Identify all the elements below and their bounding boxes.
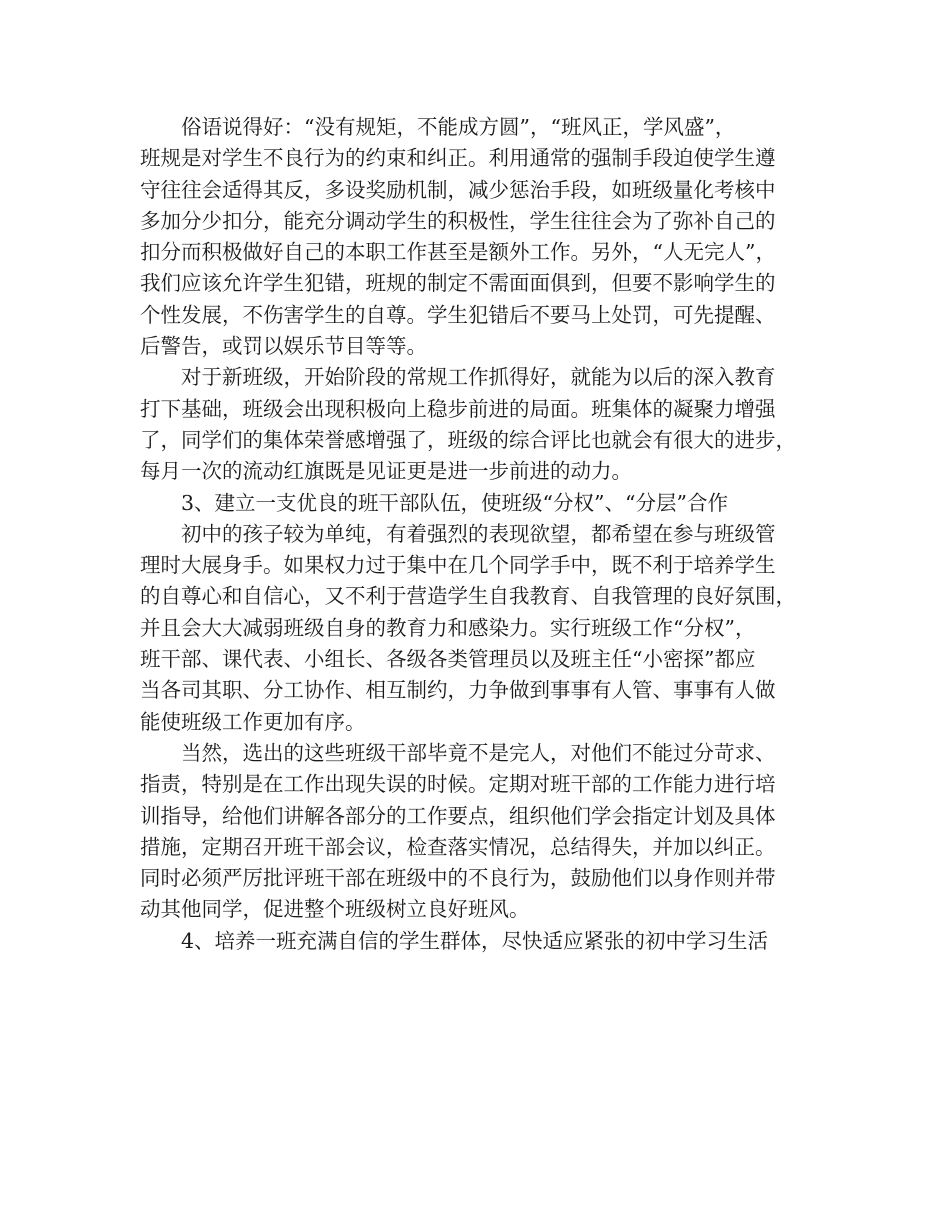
text-line: 后警告，或罚以娱乐节目等等。	[140, 334, 427, 359]
text-line: 指责，特别是在工作出现失误的时候。定期对班干部的工作能力进行培	[140, 772, 776, 797]
text-line: 守往往会适得其反，多设奖励机制，减少惩治手段，如班级量化考核中	[140, 177, 776, 202]
body-text	[140, 112, 815, 957]
text-line: 措施，定期召开班干部会议，检查落实情况，总结得失，并加以纠正。	[140, 834, 776, 859]
text-line: 并且会大大减弱班级自身的教育力和感染力。实行班级工作“分权”，	[140, 615, 756, 640]
text-line: 扣分而积极做好自己的本职工作甚至是额外工作。另外，“人无完人”，	[140, 240, 776, 265]
text-line: 每月一次的流动红旗既是见证更是进一步前进的动力。	[140, 459, 632, 484]
text-line: 的自尊心和自信心，又不利于营造学生自我教育、自我管理的良好氛围，	[140, 584, 796, 609]
text-line: 初中的孩子较为单纯，有着强烈的表现欲望，都希望在参与班级管	[181, 521, 776, 546]
text-line: 了，同学们的集体荣誉感增强了，班级的综合评比也就会有很大的进步，	[140, 427, 796, 452]
text-line: 4、培养一班充满自信的学生群体，尽快适应紧张的初中学习生活	[181, 928, 769, 953]
text-line: 对于新班级，开始阶段的常规工作抓得好，就能为以后的深入教育	[181, 365, 776, 390]
text-line: 俗语说得好：“没有规矩，不能成方圆”，“班风正，学风盛”，	[181, 115, 736, 139]
text-line: 班规是对学生不良行为的约束和纠正。利用通常的强制手段迫使学生遵	[140, 146, 776, 171]
text-line: 理时大展身手。如果权力过于集中在几个同学手中，既不利于培养学生	[140, 553, 776, 578]
text-line: 3、建立一支优良的班干部队伍，使班级“分权”、“分层”合作	[181, 490, 728, 515]
text-line: 能使班级工作更加有序。	[140, 709, 366, 734]
text-line: 班干部、课代表、小组长、各级各类管理员以及班主任“小密探”都应	[140, 647, 756, 672]
text-line: 多加分少扣分，能充分调动学生的积极性，学生往往会为了弥补自己的	[140, 208, 776, 233]
text-line: 同时必须严厉批评班干部在班级中的不良行为，鼓励他们以身作则并带	[140, 866, 776, 891]
text-line: 训指导，给他们讲解各部分的工作要点，组织他们学会指定计划及具体	[140, 803, 776, 828]
text-line: 个性发展，不伤害学生的自尊。学生犯错后不要马上处罚，可先提醒、	[140, 302, 776, 327]
text-line: 动其他同学，促进整个班级树立良好班风。	[140, 897, 530, 922]
text-line: 打下基础，班级会出现积极向上稳步前进的局面。班集体的凝聚力增强	[140, 396, 776, 421]
text-line: 当各司其职、分工协作、相互制约，力争做到事事有人管、事事有人做	[140, 678, 776, 703]
text-line: 当然，选出的这些班级干部毕竟不是完人，对他们不能过分苛求、	[181, 740, 776, 765]
text-line: 我们应该允许学生犯错，班规的制定不需面面俱到，但要不影响学生的	[140, 271, 776, 296]
